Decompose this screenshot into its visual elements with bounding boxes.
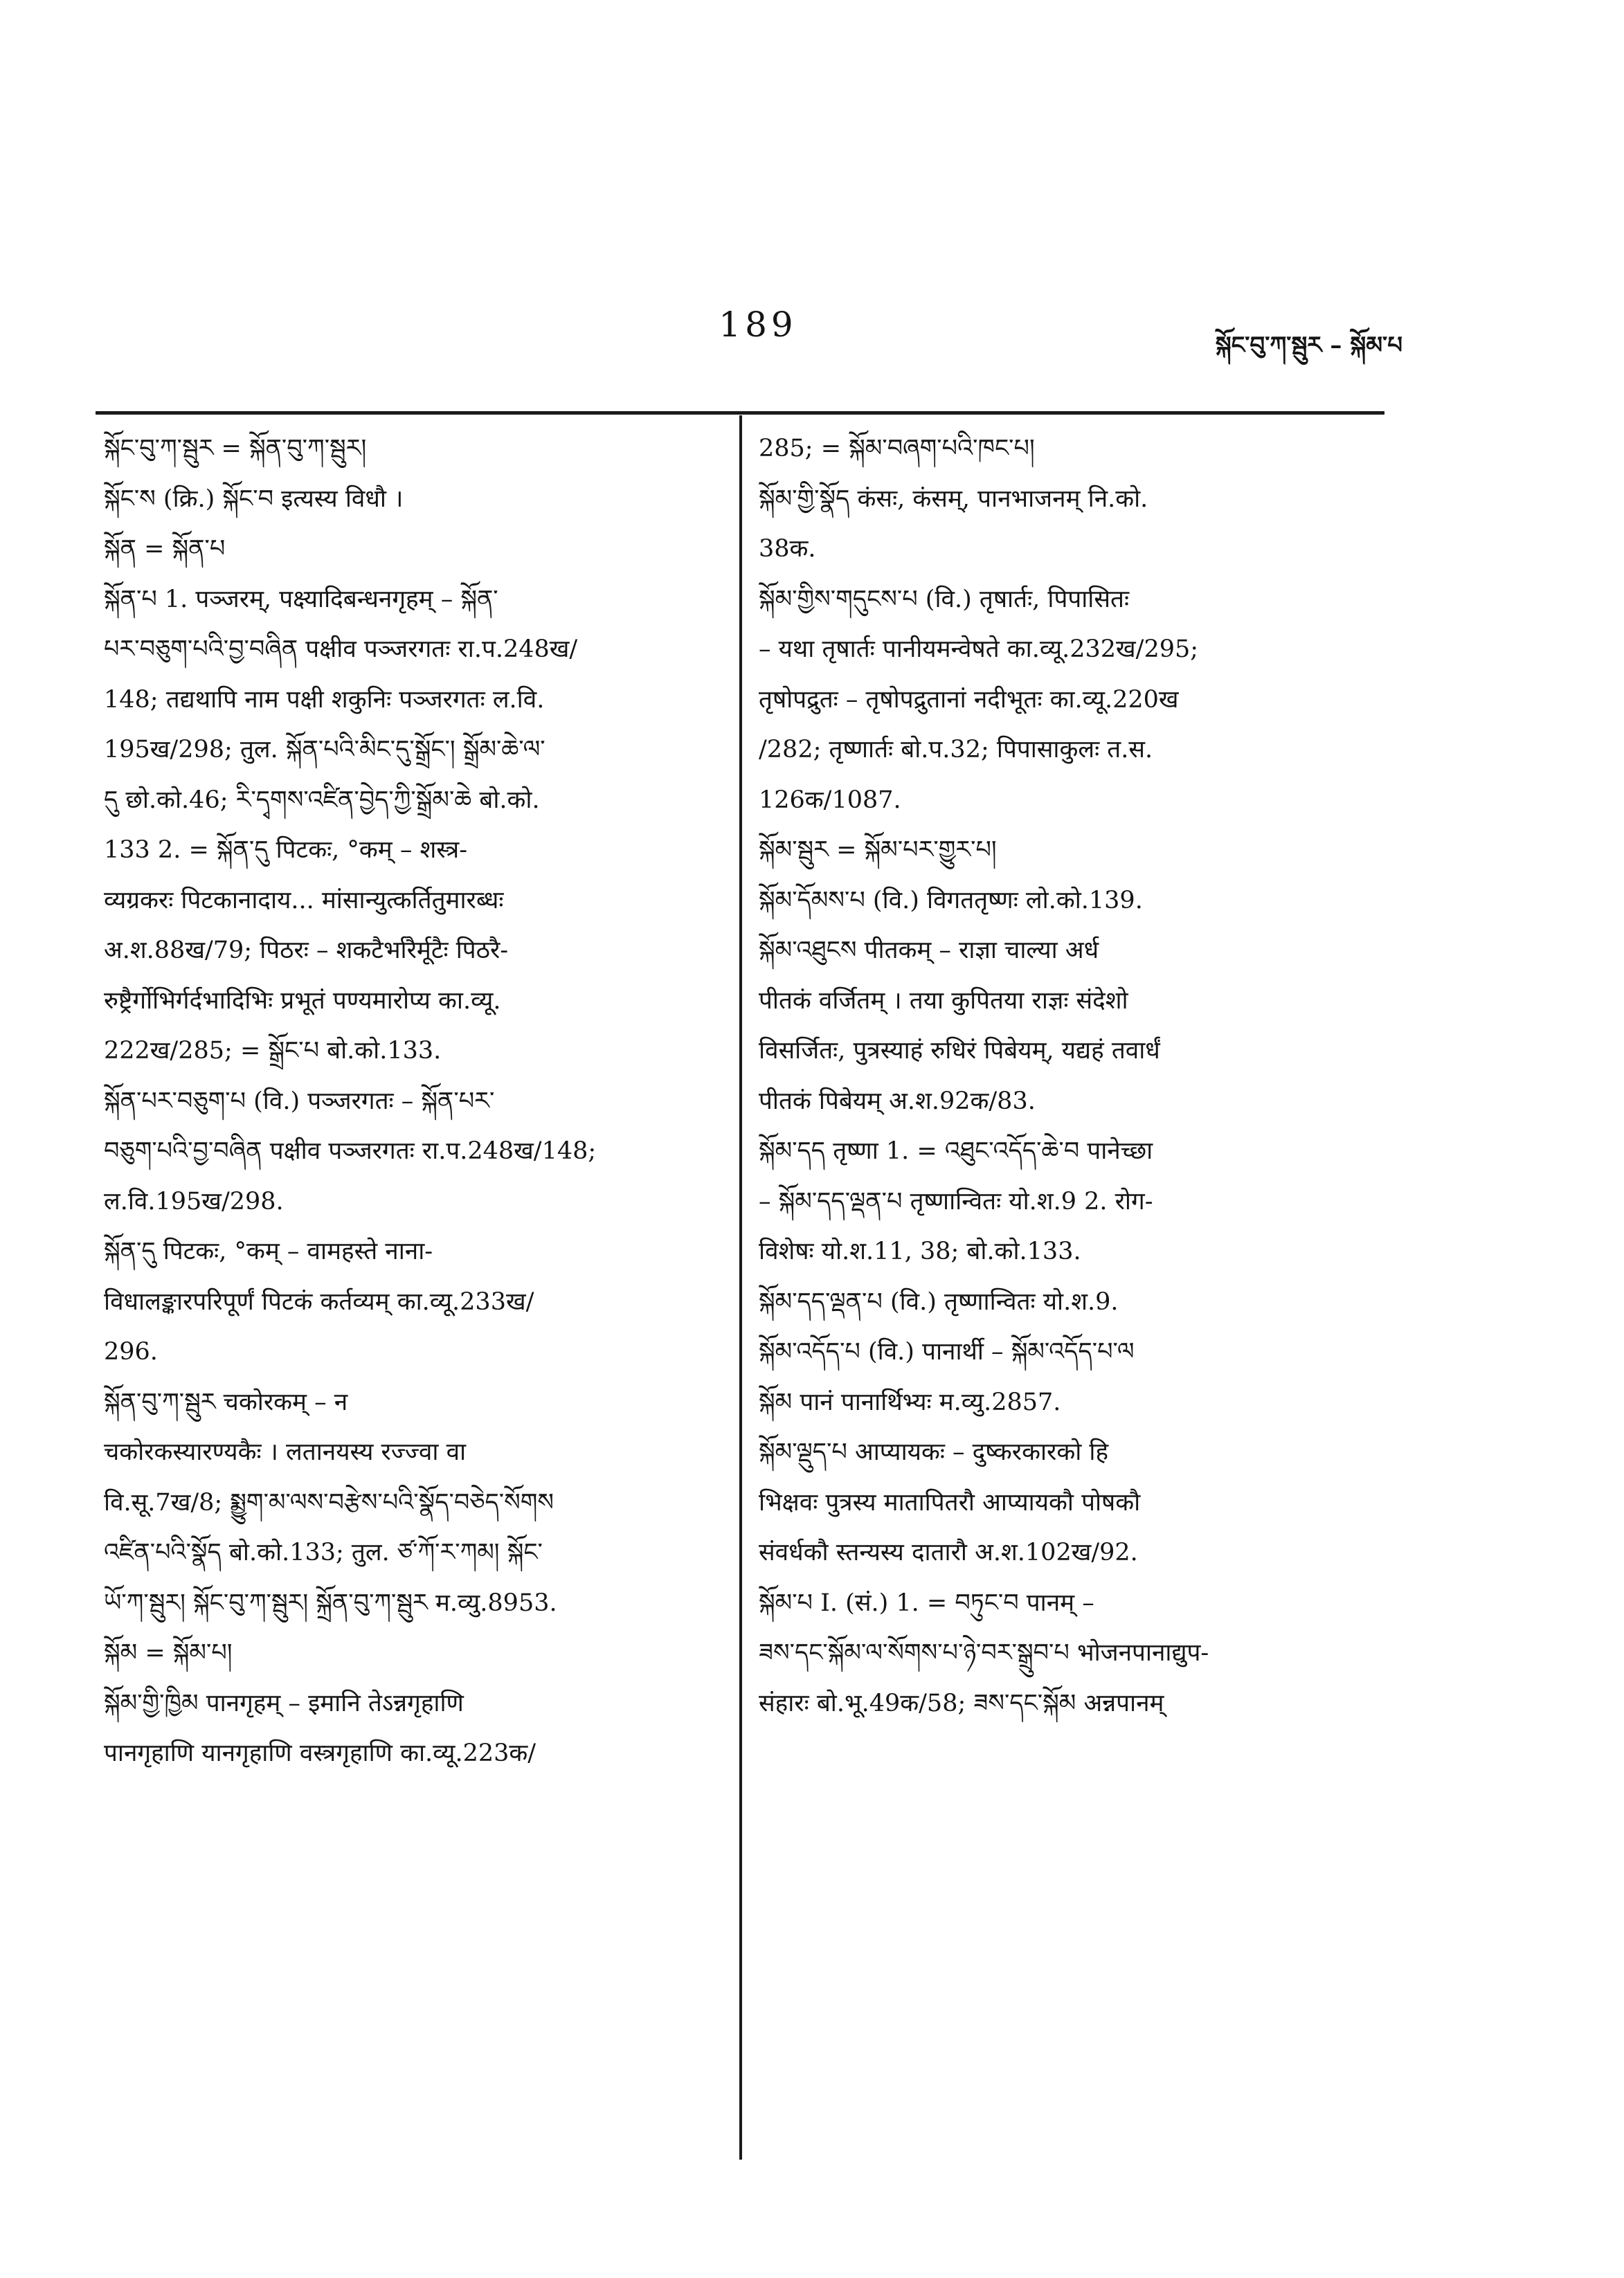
dictionary-line: སྐོམ་ལྡུད་པ आप्यायकः – दुष्करकारको हि	[759, 1438, 1109, 1466]
dictionary-line: བཅུག་པའི་བྱ་བཞིན पक्षीव पञ्जरगतः रा.प.248ख/148;	[104, 1137, 597, 1165]
dictionary-line: विशेषः यो.श.11, 38; बो.को.133.	[759, 1238, 1081, 1265]
dictionary-line: 148; तद्यथापि नाम पक्षी शकुनिः पञ्जरगतः ल.वि.	[104, 685, 545, 714]
dictionary-line: 195ख/298; तुल. སྐོན་པའི་མིང་དུ་སྒྲོང་། སྒྲོམ་ཆེ་ལ་	[104, 736, 545, 763]
dictionary-line: ल.वि.195ख/298.	[104, 1187, 284, 1215]
dictionary-line: དུ छो.को.46; རི་དྭགས་འཛིན་བྱེད་ཀྱི་སྒྲོམ་ཆེ बो.को.	[104, 786, 540, 814]
dictionary-line: /282; तृष्णार्तः बो.प.32; पिपासाकुलः त.स.	[759, 736, 1153, 763]
dictionary-line: संहारः बो.भू.49क/58; ཟས་དང་སྐོམ अन्नपानम्	[759, 1689, 1164, 1717]
dictionary-line: विधालङ्कारपरिपूर्णं पिटकं कर्तव्यम् का.व्यू.233ख/	[104, 1287, 534, 1316]
dictionary-line: སྐོན་བུ་ཀ་སྦུར चकोरकम् – न	[104, 1388, 348, 1416]
dictionary-line: पानगृहाणि यानगृहाणि वस्त्रगृहाणि का.व्यू.223क/	[104, 1739, 536, 1767]
dictionary-line: 285; = སྐོམ་བཞག་པའི་ཁང་པ།	[759, 435, 1035, 462]
dictionary-line: སྐོམ་གྱི་སྣོད कंसः, कंसम्, पानभाजनम् नि.को.	[759, 485, 1148, 513]
dictionary-line: 126क/1087.	[759, 786, 901, 814]
dictionary-line: སྐོང་བུ་ཀ་སྦུར = སྐོན་བུ་ཀ་སྦུར།	[104, 435, 367, 462]
dictionary-line: भिक्षवः पुत्रस्य मातापितरौ आप्यायकौ पोषकौ	[759, 1488, 1141, 1517]
dictionary-line: སྐོང་ས (क्रि.) སྐོང་བ इत्यस्य विधौ ।	[104, 485, 404, 513]
dictionary-line: तृषोपद्रुतः – तृषोपद्रुतानां नदीभूतः का.व्यू.220ख	[759, 685, 1179, 714]
dictionary-line: སྐོན་དུ पिटकः, °कम् – वामहस्ते नाना-	[104, 1238, 433, 1265]
dictionary-line: विसर्जितः, पुत्रस्याहं रुधिरं पिबेयम्, यद्यहं तवार्धं	[759, 1037, 1160, 1065]
dictionary-line: – སྐོམ་དད་ལྡན་པ तृष्णान्वितः यो.श.9 2. रोग-	[759, 1187, 1153, 1215]
dictionary-line: སྐོམ་པ I. (सं.) 1. = བཏུང་བ पानम् –	[759, 1589, 1094, 1617]
dictionary-line: སྐོམ་འདོད་པ (वि.) पानार्थी – སྐོམ་འདོད་པ་ལ	[759, 1338, 1135, 1366]
right-column	[759, 424, 1382, 2168]
dictionary-line: སྐོན་པ 1. पञ्जरम्, पक्ष्यादिबन्धनगृहम् – སྐོན་	[104, 585, 498, 613]
header-rule	[96, 411, 1384, 415]
dictionary-line: སྐོན་པར་བཅུག་པ (वि.) पञ्जरगतः – སྐོན་པར་	[104, 1087, 495, 1115]
dictionary-line: སྐོམ पानं पानार्थिभ्यः म.व्यु.2857.	[759, 1388, 1061, 1416]
dictionary-line: रुष्ट्रैर्गोभिर्गर्दभादिभिः प्रभूतं पण्यमारोप्य का.व्यू.	[104, 986, 501, 1015]
dictionary-line: ཡོ་ཀ་སྦུར། སྐོང་བུ་ཀ་སྦུར། སྐྲོན་བུ་ཀ་སྦུར म.व्यु.8953.	[104, 1589, 557, 1617]
left-column	[104, 424, 713, 2168]
dictionary-line: संवर्धकौ स्तन्यस्य दातारौ अ.श.102ख/92.	[759, 1539, 1138, 1566]
dictionary-line: སྐོམ་འཐུངས पीतकम् – राज्ञा चाल्या अर्ध	[759, 937, 1099, 964]
dictionary-line: སྐོམ་གྱི་ཁྱིམ पानगृहम् – इमानि तेऽन्नगृहाणि	[104, 1689, 464, 1717]
dictionary-line: སྐོམ་དད་ལྡན་པ (वि.) तृष्णान्वितः यो.श.9.	[759, 1287, 1119, 1316]
dictionary-line: पीतकं पिबेयम् अ.श.92क/83.	[759, 1087, 1036, 1115]
dictionary-line: སྐོམ་དད तृष्णा 1. = འཐུང་འདོད་ཆེ་བ पानेच्छा	[759, 1137, 1153, 1165]
dictionary-line: སྐོམ་དོམས་པ (वि.) विगततृष्णः लो.को.139.	[759, 886, 1143, 914]
dictionary-line: 133 2. = སྐོན་དུ पिटकः, °कम् – शस्त्र-	[104, 836, 468, 864]
column-divider	[739, 415, 742, 2160]
dictionary-line: पीतकं वर्जितम् । तया कुपितया राज्ञः संदेशो	[759, 986, 1128, 1015]
dictionary-line: སྐོམ་གྱིས་གདུངས་པ (वि.) तृषार्तः, पिपासितः	[759, 585, 1130, 613]
dictionary-line: – यथा तृषार्तः पानीयमन्वेषते का.व्यू.232ख/295;	[759, 635, 1199, 663]
dictionary-line: ཟས་དང་སྐོམ་ལ་སོགས་པ་ཉེ་བར་སྒྲུབ་པ भोजनपानाद्युप-	[759, 1639, 1209, 1667]
dictionary-line: སྐོམ་སྦུར = སྐོམ་པར་གྱུར་པ།	[759, 836, 997, 864]
dictionary-line: སྐོན = སྐོན་པ	[104, 535, 226, 563]
page-number: 189	[719, 305, 797, 345]
dictionary-line: 222ख/285; = སྒྲོང་པ बो.को.133.	[104, 1037, 442, 1065]
dictionary-line: 296.	[104, 1338, 158, 1366]
dictionary-line: अ.श.88ख/79; पिठरः – शकटैर्भारैर्मूटैः पिठरै-	[104, 937, 509, 964]
dictionary-line: व्यग्रकरः पिटकानादाय... मांसान्युत्कर्तितुमारब्धः	[104, 886, 504, 914]
dictionary-line: वि.सू.7ख/8; སྨྱུག་མ་ལས་བརྩེས་པའི་སྣོད་བཅེད་སོགས	[104, 1488, 554, 1517]
dictionary-line: སྐོམ = སྐོམ་པ།	[104, 1639, 233, 1667]
dictionary-line: चकोरकस्यारण्यकैः । लतानयस्य रज्ज्वा वा	[104, 1438, 467, 1466]
dictionary-line: 38क.	[759, 535, 816, 563]
dictionary-line: འཛིན་པའི་སྣོད बो.को.133; तुल. ཙ་ཀོ་ར་ཀམ། སྐོང་	[104, 1539, 543, 1566]
running-head: སྐོང་བུ་ཀ་སྦུར – སྐོམ་པ	[1215, 332, 1402, 359]
dictionary-line: པར་བཅུག་པའི་བྱ་བཞིན पक्षीव पञ्जरगतः रा.प.248ख/	[104, 635, 578, 663]
